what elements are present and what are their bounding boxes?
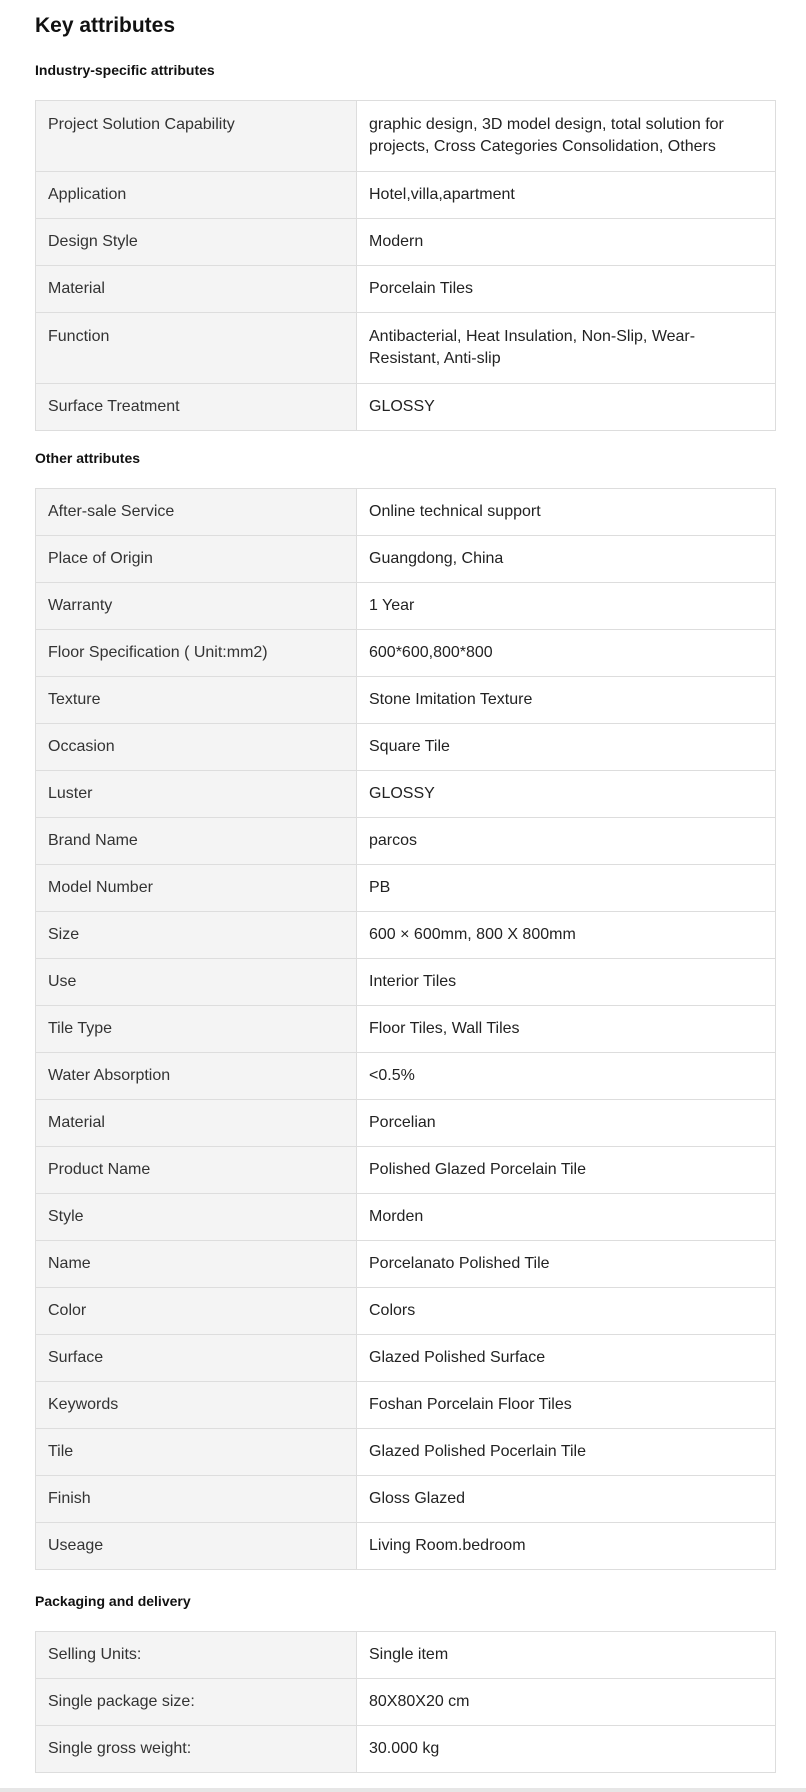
attribute-label: After-sale Service [36,489,357,536]
attribute-label: Single gross weight: [36,1726,357,1773]
attribute-label: Material [36,1100,357,1147]
attribute-label: Tile Type [36,1006,357,1053]
attribute-value: Glazed Polished Surface [357,1335,776,1382]
attribute-label: Finish [36,1476,357,1523]
attribute-label: Useage [36,1523,357,1570]
attribute-label: Use [36,959,357,1006]
attribute-value: <0.5% [357,1053,776,1100]
attribute-value: Porcelanato Polished Tile [357,1241,776,1288]
table-row [36,959,776,1006]
attribute-label: Surface [36,1335,357,1382]
attribute-value: GLOSSY [357,384,776,431]
table-row [36,101,776,172]
attribute-label: Water Absorption [36,1053,357,1100]
attribute-label: Place of Origin [36,536,357,583]
table-row [36,172,776,219]
attribute-value: Living Room.bedroom [357,1523,776,1570]
table-row [36,583,776,630]
table-row [36,865,776,912]
bottom-divider [0,1788,806,1792]
attribute-value: 30.000 kg [357,1726,776,1773]
attribute-label: Material [36,266,357,313]
attribute-value: Colors [357,1288,776,1335]
attribute-value: Antibacterial, Heat Insulation, Non-Slip, Wear-Resistant, Anti-slip [357,313,776,384]
attribute-label: Color [36,1288,357,1335]
table-row [36,630,776,677]
table-row [36,677,776,724]
attribute-label: Selling Units: [36,1632,357,1679]
table-row [36,1632,776,1679]
attribute-label: Product Name [36,1147,357,1194]
table-row [36,266,776,313]
attribute-value: Glazed Polished Pocerlain Tile [357,1429,776,1476]
table-row [36,1726,776,1773]
section-heading-other: Other attributes [35,450,141,466]
section-heading-industry: Industry-specific attributes [35,62,215,78]
table-row [36,489,776,536]
table-row [36,1476,776,1523]
attribute-value: Single item [357,1632,776,1679]
table-row [36,384,776,431]
table-row [36,724,776,771]
attribute-label: Single package size: [36,1679,357,1726]
attribute-value: 600*600,800*800 [357,630,776,677]
attribute-label: Floor Specification ( Unit:mm2) [36,630,357,677]
table-row [36,219,776,266]
attribute-label: Project Solution Capability [36,101,357,172]
attribute-value: Porcelian [357,1100,776,1147]
attribute-value: Stone Imitation Texture [357,677,776,724]
attribute-value: Morden [357,1194,776,1241]
packaging-table [35,1631,776,1773]
table-row [36,1523,776,1570]
attribute-value: Interior Tiles [357,959,776,1006]
attribute-value: GLOSSY [357,771,776,818]
attribute-value: Foshan Porcelain Floor Tiles [357,1382,776,1429]
attribute-label: Warranty [36,583,357,630]
attribute-value: Square Tile [357,724,776,771]
table-row [36,1429,776,1476]
table-row [36,1288,776,1335]
attribute-value: PB [357,865,776,912]
table-row [36,1006,776,1053]
table-row [36,912,776,959]
attribute-label: Surface Treatment [36,384,357,431]
table-row [36,1382,776,1429]
table-row [36,818,776,865]
attribute-label: Application [36,172,357,219]
attribute-label: Luster [36,771,357,818]
section-heading-packaging: Packaging and delivery [35,1593,191,1609]
table-row [36,536,776,583]
attribute-value: 1 Year [357,583,776,630]
table-row [36,1053,776,1100]
attribute-value: 80X80X20 cm [357,1679,776,1726]
attribute-value: Guangdong, China [357,536,776,583]
attribute-label: Function [36,313,357,384]
table-row [36,1194,776,1241]
table-row [36,1335,776,1382]
table-row [36,313,776,384]
table-row [36,1241,776,1288]
attribute-value: Gloss Glazed [357,1476,776,1523]
attribute-value: 600 × 600mm, 800 X 800mm [357,912,776,959]
attribute-value: Online technical support [357,489,776,536]
attribute-label: Model Number [36,865,357,912]
attribute-label: Design Style [36,219,357,266]
attribute-value: Polished Glazed Porcelain Tile [357,1147,776,1194]
table-row [36,1100,776,1147]
page-title: Key attributes [35,14,176,37]
attribute-value: graphic design, 3D model design, total solution for projects, Cross Categories Consolidation, Others [357,101,776,172]
table-row [36,1679,776,1726]
attribute-label: Texture [36,677,357,724]
attribute-label: Brand Name [36,818,357,865]
attribute-value: Hotel,villa,apartment [357,172,776,219]
attribute-label: Style [36,1194,357,1241]
attribute-value: Modern [357,219,776,266]
attribute-value: Porcelain Tiles [357,266,776,313]
attribute-label: Keywords [36,1382,357,1429]
industry-attributes-table [35,100,776,431]
attribute-value: parcos [357,818,776,865]
other-attributes-table [35,488,776,1570]
attribute-label: Name [36,1241,357,1288]
attribute-value: Floor Tiles, Wall Tiles [357,1006,776,1053]
table-row [36,771,776,818]
attribute-label: Size [36,912,357,959]
attribute-label: Occasion [36,724,357,771]
attribute-label: Tile [36,1429,357,1476]
table-row [36,1147,776,1194]
